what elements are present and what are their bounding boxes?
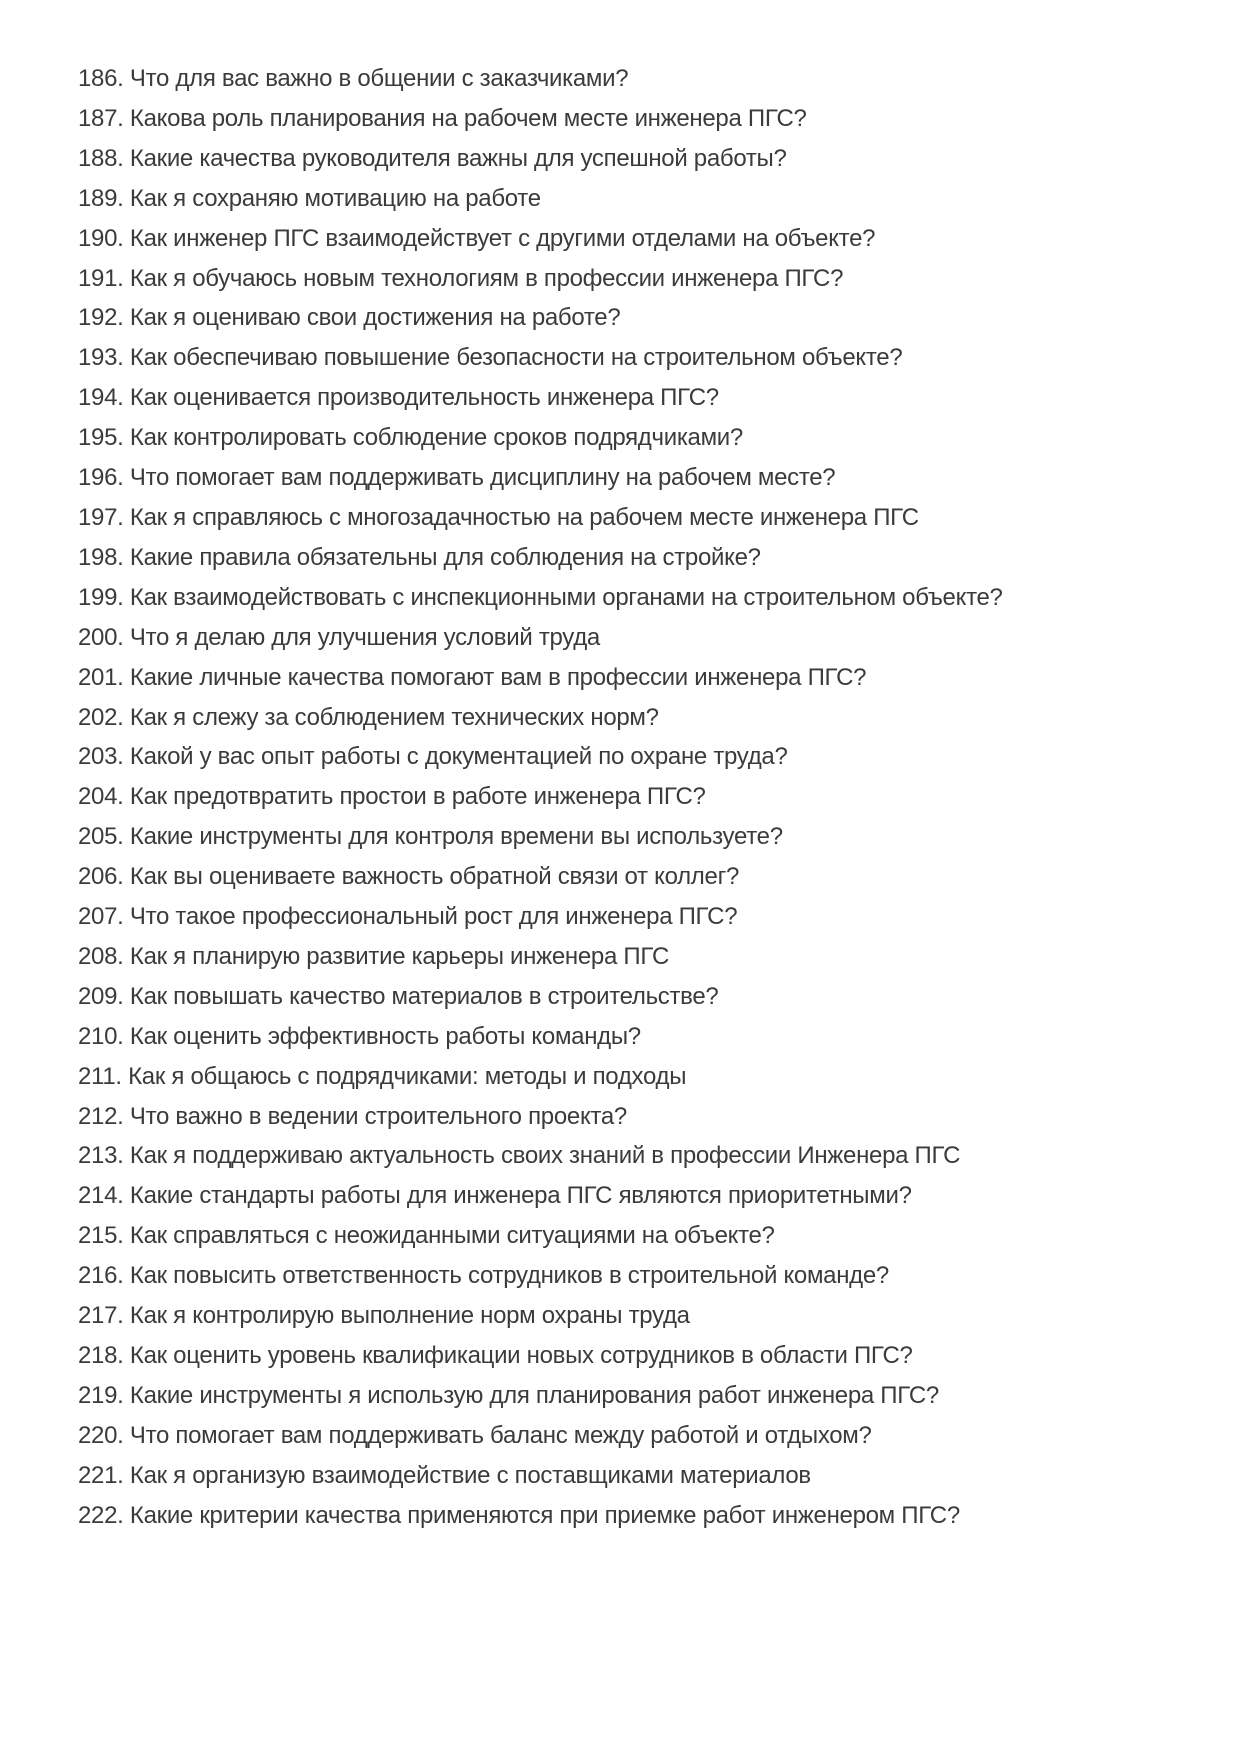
list-item: [78, 1296, 1199, 1336]
question-number: 193.: [78, 344, 124, 372]
question-number: 216.: [78, 1262, 124, 1290]
question-number: 206.: [78, 863, 124, 891]
list-item: [78, 658, 1199, 698]
question-number: 191.: [78, 264, 124, 292]
question-number: 202.: [78, 703, 124, 731]
question-number: 187.: [78, 104, 124, 132]
question-text: Как оценивается производительность инженера ПГС?: [129, 384, 719, 412]
list-item: [78, 538, 1199, 578]
list-item: [78, 179, 1199, 219]
question-number: 211.: [78, 1062, 122, 1090]
question-number: 197.: [78, 503, 124, 531]
list-item: [78, 1057, 1199, 1097]
question-text: Как справляться с неожиданными ситуациями на объекте?: [129, 1222, 775, 1250]
question-number: 208.: [78, 942, 124, 970]
list-item: [78, 418, 1199, 458]
question-number: 189.: [78, 184, 124, 212]
list-item: [78, 937, 1199, 977]
question-text: Как контролировать соблюдение сроков подрядчиками?: [129, 424, 743, 452]
question-number: 188.: [78, 144, 124, 172]
question-text: Как я справляюсь с многозадачностью на рабочем месте инженера ПГС: [129, 503, 919, 531]
list-item: [78, 737, 1199, 777]
question-number: 214.: [78, 1182, 124, 1210]
question-number: 209.: [78, 982, 124, 1010]
list-item: [78, 338, 1199, 378]
question-text: Как я поддерживаю актуальность своих знаний в профессии Инженера ПГС: [129, 1142, 961, 1170]
question-text: Какие стандарты работы для инженера ПГС являются приоритетными?: [129, 1182, 912, 1210]
list-item: [78, 1416, 1199, 1456]
question-text: Какова роль планирования на рабочем месте инженера ПГС?: [129, 104, 807, 132]
question-text: Какие критерии качества применяются при приемке работ инженером ПГС?: [129, 1501, 960, 1529]
list-item: [78, 817, 1199, 857]
question-number: 207.: [78, 903, 124, 931]
list-item: [78, 1176, 1199, 1216]
question-number: 204.: [78, 783, 124, 811]
list-item: [78, 1256, 1199, 1296]
question-number: 205.: [78, 823, 124, 851]
list-item: [78, 977, 1199, 1017]
question-number: 222.: [78, 1501, 124, 1529]
question-number: 190.: [78, 224, 124, 252]
question-number: 199.: [78, 583, 124, 611]
list-item: [78, 698, 1199, 738]
question-text: Какой у вас опыт работы с документацией по охране труда?: [129, 743, 788, 771]
list-item: [78, 99, 1199, 139]
question-text: Как я обучаюсь новым технологиям в профессии инженера ПГС?: [129, 264, 844, 292]
question-text: Как повысить ответственность сотрудников в строительной команде?: [129, 1262, 889, 1290]
question-text: Как вы оцениваете важность обратной связи от коллег?: [129, 863, 740, 891]
list-item: [78, 378, 1199, 418]
list-item: [78, 857, 1199, 897]
question-number: 192.: [78, 304, 124, 332]
question-number: 198.: [78, 543, 124, 571]
list-item: [78, 1456, 1199, 1496]
list-item: [78, 1336, 1199, 1376]
question-number: 212.: [78, 1102, 124, 1130]
question-text: Как инженер ПГС взаимодействует с другими отделами на объекте?: [129, 224, 876, 252]
question-number: 201.: [78, 663, 124, 691]
question-text: Как предотвратить простои в работе инженера ПГС?: [129, 783, 706, 811]
list-item: [78, 1017, 1199, 1057]
question-number: 215.: [78, 1222, 124, 1250]
list-item: [78, 618, 1199, 658]
list-item: [78, 458, 1199, 498]
list-item: [78, 1136, 1199, 1176]
question-text: Как взаимодействовать с инспекционными органами на строительном объекте?: [129, 583, 1003, 611]
list-item: [78, 897, 1199, 937]
list-item: [78, 219, 1199, 259]
list-item: [78, 578, 1199, 618]
question-number: 217.: [78, 1302, 124, 1330]
question-number: 200.: [78, 623, 124, 651]
question-text: Как оценить уровень квалификации новых сотрудников в области ПГС?: [129, 1342, 913, 1369]
question-number: 210.: [78, 1022, 124, 1050]
list-item: [78, 498, 1199, 538]
question-text: Что помогает вам поддерживать баланс между работой и отдыхом?: [129, 1421, 872, 1449]
list-item: [78, 59, 1199, 99]
list-item: [78, 1097, 1199, 1137]
question-number: 186.: [78, 65, 124, 92]
list-item: [78, 1216, 1199, 1256]
question-text: Какие инструменты для контроля времени вы используете?: [129, 823, 783, 851]
question-number: 203.: [78, 743, 124, 771]
question-text: Как я оцениваю свои достижения на работе?: [129, 304, 621, 332]
list-item: [78, 777, 1199, 817]
list-item: [78, 1496, 1199, 1536]
question-text: Как я контролирую выполнение норм охраны труда: [129, 1302, 690, 1330]
question-number: 218.: [78, 1342, 124, 1369]
question-text: Что помогает вам поддерживать дисциплину на рабочем месте?: [129, 464, 836, 492]
question-number: 194.: [78, 384, 124, 412]
question-text: Как я слежу за соблюдением технических норм?: [129, 703, 659, 731]
question-number: 195.: [78, 424, 124, 452]
question-number: 219.: [78, 1381, 124, 1409]
list-item: [78, 1376, 1199, 1416]
list-item: [78, 139, 1199, 179]
question-text: Как я планирую развитие карьеры инженера ПГС: [129, 942, 669, 970]
question-number: 213.: [78, 1142, 124, 1170]
question-text: Какие качества руководителя важны для успешной работы?: [129, 144, 787, 172]
question-text: Что для вас важно в общении с заказчиками?: [129, 65, 629, 92]
question-text: Как я общаюсь с подрядчиками: методы и подходы: [128, 1062, 687, 1090]
question-text: Что важно в ведении строительного проекта?: [129, 1102, 627, 1130]
question-text: Как я сохраняю мотивацию на работе: [129, 184, 541, 212]
question-number: 220.: [78, 1421, 124, 1449]
question-number: 196.: [78, 464, 124, 492]
question-text: Как повышать качество материалов в строительстве?: [129, 982, 719, 1010]
question-text: Как я организую взаимодействие с поставщиками материалов: [129, 1461, 811, 1489]
question-text: Какие правила обязательны для соблюдения на стройке?: [129, 543, 761, 571]
question-text: Как обеспечиваю повышение безопасности на строительном объекте?: [129, 344, 903, 372]
question-text: Что я делаю для улучшения условий труда: [129, 623, 600, 651]
question-text: Что такое профессиональный рост для инженера ПГС?: [129, 903, 738, 931]
question-number: 221.: [78, 1461, 124, 1489]
question-text: Как оценить эффективность работы команды?: [129, 1022, 641, 1050]
question-text: Какие личные качества помогают вам в профессии инженера ПГС?: [129, 663, 867, 691]
list-item: [78, 259, 1199, 299]
question-text: Какие инструменты я использую для планирования работ инженера ПГС?: [129, 1381, 939, 1409]
list-item: [78, 298, 1199, 338]
